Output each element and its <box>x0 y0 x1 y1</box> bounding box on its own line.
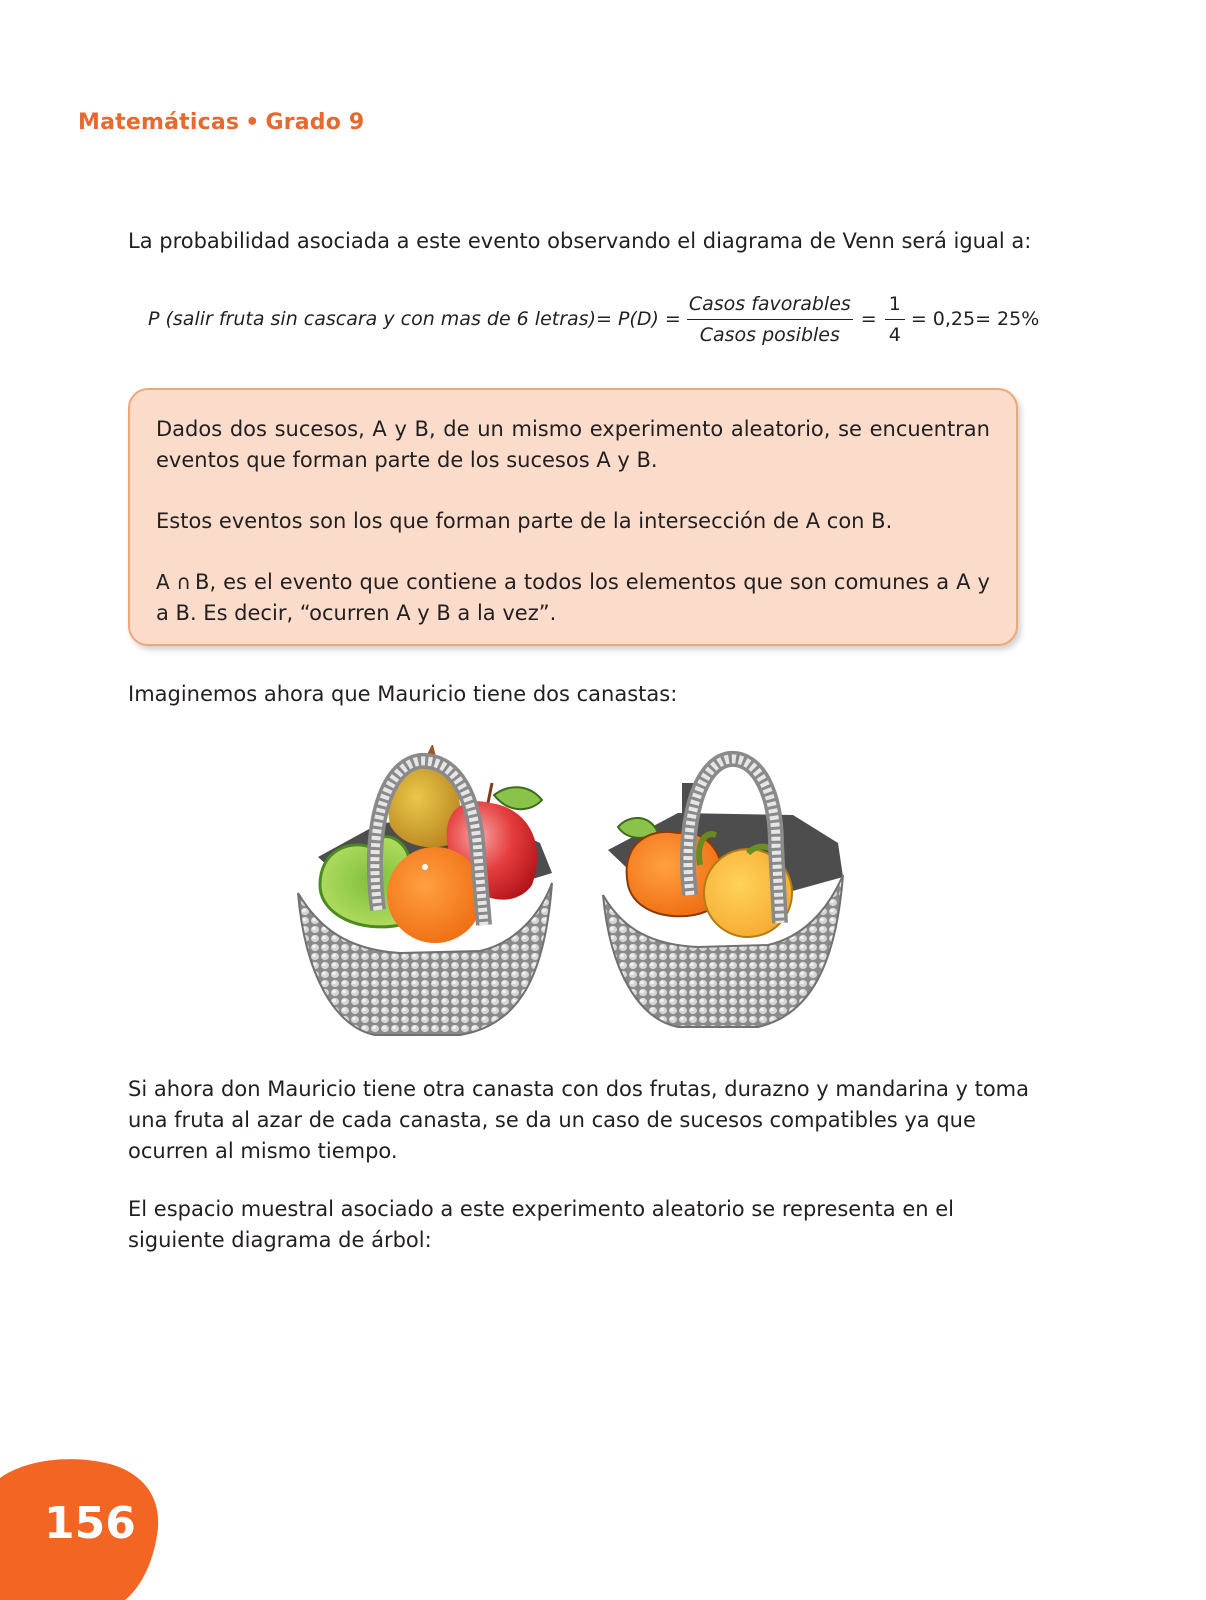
header-separator: • <box>245 110 260 135</box>
definition-paragraph-2: Estos eventos son los que forman parte de la intersección de A con B. <box>156 509 893 533</box>
value-fraction <box>885 292 905 347</box>
definition-paragraph-3-text: B, es el evento que contiene a todos los elementos que son comunes a A y a B. Es decir, “ocurren A y B a la vez”. <box>156 570 990 625</box>
fruit-baskets-illustration <box>290 745 870 1055</box>
definition-paragraph-3 <box>156 567 990 629</box>
formula-result: = 0,25= 25% <box>910 308 1040 330</box>
grade-label: Grado 9 <box>265 110 365 135</box>
intro-paragraph: La probabilidad asociada a este evento observando el diagrama de Venn será igual a: <box>128 229 1032 253</box>
fraction-denominator: Casos posibles <box>699 323 840 346</box>
page-header <box>78 110 364 135</box>
tree-intro-paragraph: El espacio muestral asociado a este experimento aleatorio se representa en el siguiente diagrama de árbol: <box>128 1197 954 1252</box>
fraction-numerator: Casos favorables <box>687 292 853 320</box>
intersection-symbol: A ∩ <box>156 570 192 594</box>
equals-sign: = <box>860 308 877 330</box>
page-number: 156 <box>44 1498 136 1549</box>
cases-fraction <box>687 292 853 347</box>
subject-label: Matemáticas <box>78 110 240 135</box>
probability-formula <box>148 287 1039 351</box>
value-numerator: 1 <box>885 292 905 320</box>
page-number-tab <box>0 1458 160 1600</box>
definition-box <box>128 388 1018 646</box>
basket-1-icon <box>298 749 552 1035</box>
formula-lhs: P (salir fruta sin cascara y con mas de 6 letras)= P(D) = <box>148 308 681 330</box>
basket-2-icon <box>603 759 843 1027</box>
definition-paragraph-1: Dados dos sucesos, A y B, de un mismo experimento aleatorio, se encuentran eventos que forman parte de los sucesos A y B. <box>156 417 990 472</box>
compatible-events-paragraph: Si ahora don Mauricio tiene otra canasta con dos frutas, durazno y mandarina y toma una fruta al azar de cada canasta, se da un caso de sucesos compatibles ya que ocurren al mismo tiempo. <box>128 1077 1030 1163</box>
value-denominator: 4 <box>888 323 901 346</box>
baskets-intro-paragraph: Imaginemos ahora que Mauricio tiene dos canastas: <box>128 682 678 706</box>
